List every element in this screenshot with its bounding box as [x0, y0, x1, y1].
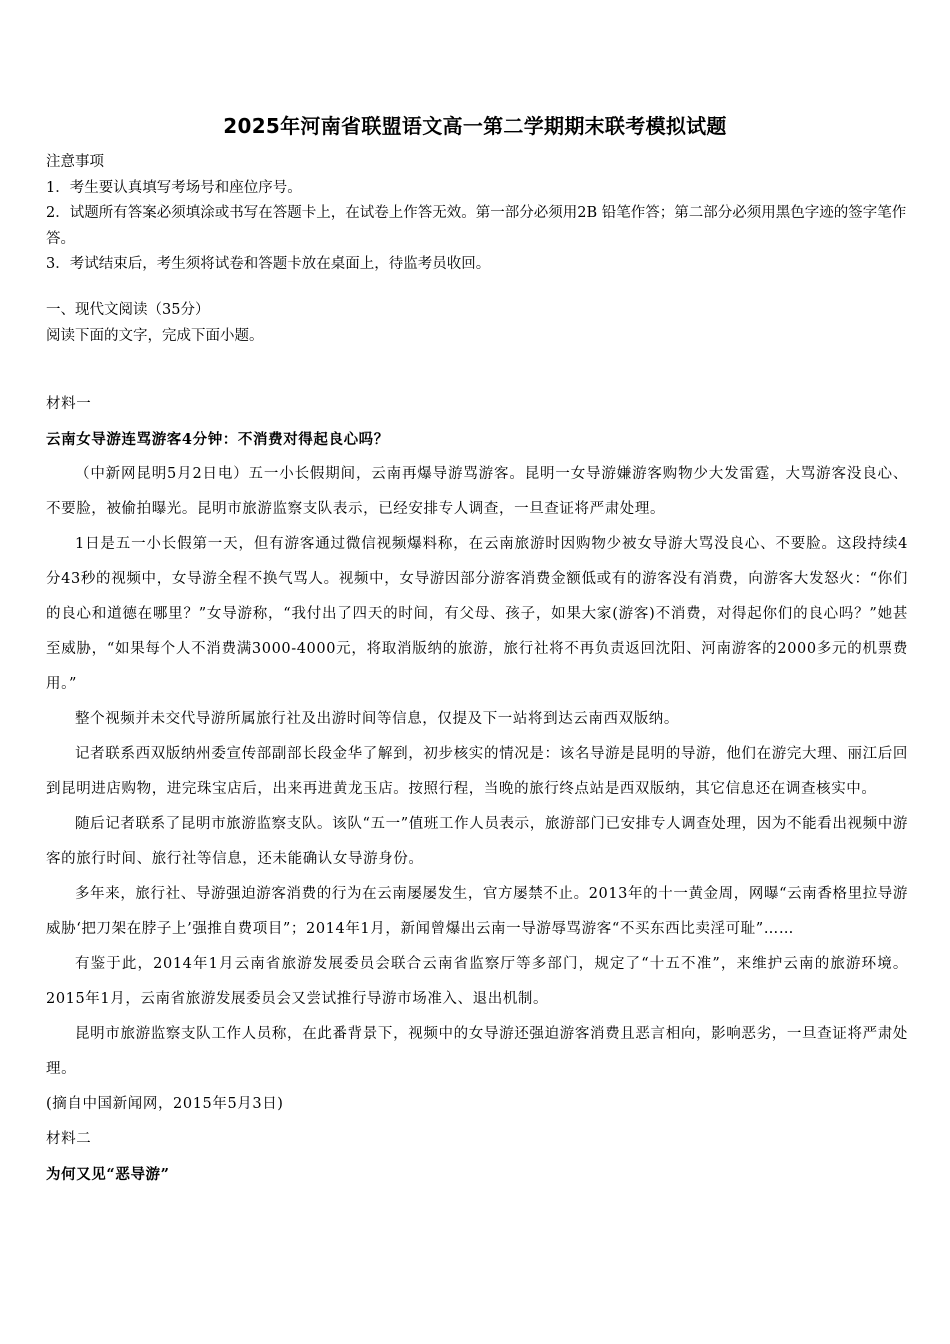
- article-paragraph: 整个视频并未交代导游所属旅行社及出游时间等信息，仅提及下一站将到达云南西双版纳。: [75, 711, 679, 727]
- section-heading: 一、现代文阅读（35分）: [46, 302, 210, 318]
- exam-title: 2025年河南省联盟语文高一第二学期期末联考模拟试题: [223, 114, 727, 138]
- section-instruction: 阅读下面的文字，完成下面小题。: [46, 327, 264, 344]
- article-paragraph: （中新网昆明5月2日电）五一小长假期间，云南再爆导游骂游客。昆明一女导游嫌游客购物少大发雷霆，大骂游客没良心、不要脸，被偷拍曝光。昆明市旅游监察支队表示，已经安排专人调查，一旦查证将严肃处理。: [46, 466, 908, 517]
- article-headline: 云南女导游连骂游客4分钟：不消费对得起良心吗？: [46, 431, 389, 448]
- notice-item: 1．考生要认真填写考场号和座位序号。: [46, 179, 302, 196]
- notice-item: 2．试题所有答案必须填涂或书写在答题卡上，在试卷上作答无效。第一部分必须用2B 铅笔作答；第二部分必须用黑色字迹的签字笔作答。: [46, 205, 907, 247]
- material-label: 材料一: [46, 396, 92, 412]
- article-paragraph: 有鉴于此，2014年1月云南省旅游发展委员会联合云南省监察厅等多部门，规定了“十五不准”，来维护云南的旅游环境。2015年1月，云南省旅游发展委员会又尝试推行导游市场准入、退出机制。: [46, 956, 908, 1007]
- article-source: (摘自中国新闻网，2015年5月3日): [46, 1096, 284, 1112]
- notice-heading: 注意事项: [46, 154, 104, 170]
- article-paragraph: 随后记者联系了昆明市旅游监察支队。该队“五一”值班工作人员表示，旅游部门已安排专人调查处理，因为不能看出视频中游客的旅行时间、旅行社等信息，还未能确认女导游身份。: [46, 816, 908, 867]
- article-headline: 为何又见“恶导游”: [46, 1166, 170, 1183]
- article-paragraph: 1日是五一小长假第一天，但有游客通过微信视频爆料称，在云南旅游时因购物少被女导游大骂没良心、不要脸。这段持续4分43秒的视频中，女导游全程不换气骂人。视频中，女导游因部分游客消费金额低或有的游客没有消费，向游客大发怒火：“你们的良心和道德在哪里？”女导游称，“我付出了四天的时间，有父母、孩子，如果大家(游客)不消费，对得起你们的良心吗？”她甚至威胁，“如果每个人不消费满3000-4000元，将取消版纳的旅游，旅行社将不再负责返回沈阳、河南游客的2000多元的机票费用。”: [46, 536, 908, 692]
- article-paragraph: 多年来，旅行社、导游强迫游客消费的行为在云南屡屡发生，官方屡禁不止。2013年的十一黄金周，网曝“云南香格里拉导游威胁‘把刀架在脖子上’强推自费项目”；2014年1月，新闻曾爆出云南一导游辱骂游客“不买东西比卖淫可耻”……: [46, 886, 908, 937]
- material-label: 材料二: [46, 1131, 92, 1147]
- section-header: [46, 298, 908, 349]
- article-paragraph: 昆明市旅游监察支队工作人员称，在此番背景下，视频中的女导游还强迫游客消费且恶言相向，影响恶劣，一旦查证将严肃处理。: [46, 1026, 908, 1077]
- article-paragraph: 记者联系西双版纳州委宣传部副部长段金华了解到，初步核实的情况是：该名导游是昆明的导游，他们在游完大理、丽江后回到昆明进店购物，进完珠宝店后，出来再进黄龙玉店。按照行程，当晚的旅行终点站是西双版纳，其它信息还在调查核实中。: [46, 746, 908, 797]
- reading-passage: [46, 387, 908, 1192]
- notice-block: [46, 150, 908, 278]
- notice-item: 3．考试结束后，考生须将试卷和答题卡放在桌面上，待监考员收回。: [46, 256, 491, 272]
